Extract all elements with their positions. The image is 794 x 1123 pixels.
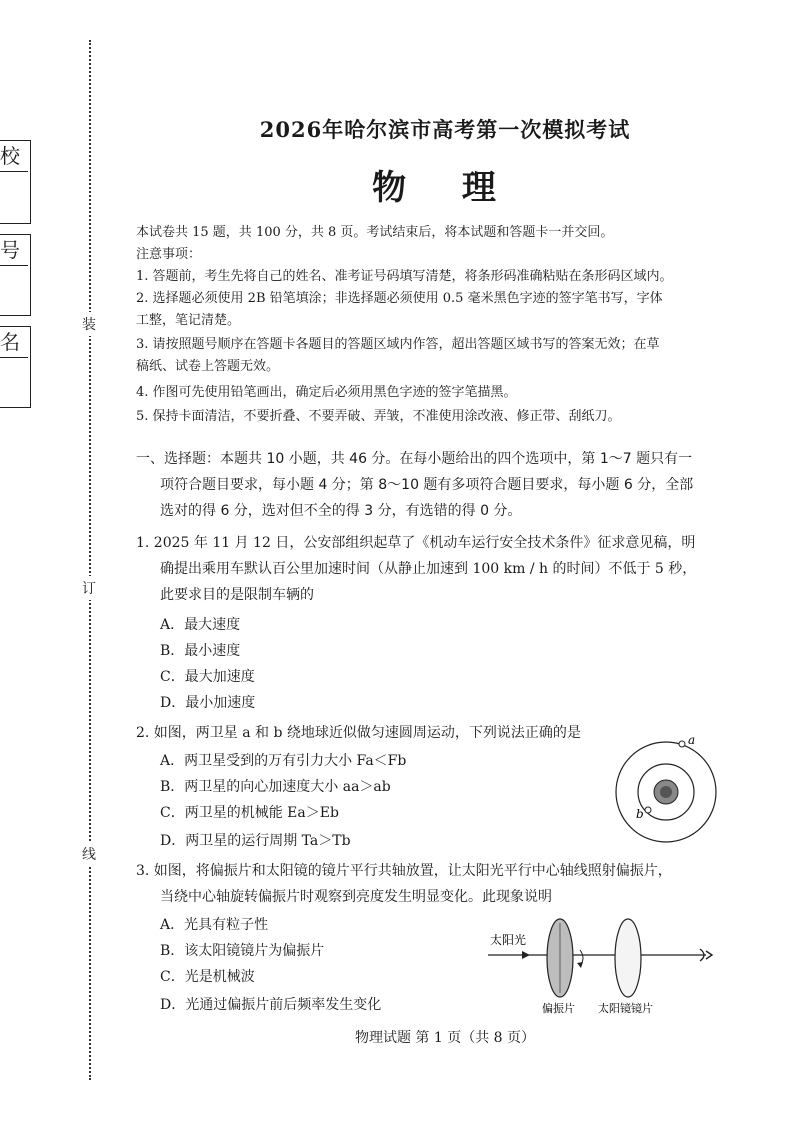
school-field [0, 140, 31, 224]
notice-item: 3. 请按照题号顺序在答题卡各题目的答题区域内作答，超出答题区域书写的答案无效；在草 [136, 337, 660, 352]
question-3-option-c: C．光是机械波 [160, 969, 255, 985]
question-3-stem: 3. 如图，将偏振片和太阳镜的镜片平行共轴放置，让太阳光平行中心轴线照射偏振片， [136, 863, 672, 879]
section-heading-line: 项符合题目要求，每小题 4 分；第 8～10 题有多项符合题目要求，每小题 6 分，全部 [160, 477, 694, 493]
notice-heading: 注意事项： [136, 247, 202, 262]
question-3-option-b: B．该太阳镜镜片为偏振片 [160, 943, 325, 959]
notice-item: 2. 选择题必须使用 2B 铅笔填涂；非选择题必须使用 0.5 毫米黑色字迹的签字笔书写，字体 [136, 291, 663, 306]
question-1-option-d: D．最小加速度 [160, 695, 256, 711]
section-heading-line: 选对的得 6 分，选对但不全的得 3 分，有选错的得 0 分。 [160, 503, 522, 519]
binding-mark-zhuang: 装 [82, 312, 96, 336]
polarizer-label: 偏振片 [542, 1002, 575, 1015]
question-3-option-a: A．光具有粒子性 [160, 917, 269, 933]
subject-title: 物 理 [372, 168, 518, 208]
page-footer: 物理试题 第 1 页（共 8 页） [354, 1030, 536, 1046]
sunglass-lens-icon [615, 919, 641, 997]
rotation-arrowhead-icon [577, 962, 583, 968]
notice-item: 4. 作图可先使用铅笔画出，确定后必须用黑色字迹的签字笔描黑。 [136, 385, 517, 400]
binding-mark-ding: 订 [82, 576, 96, 600]
name-field [0, 326, 31, 408]
question-3-stem-line: 当绕中心轴旋转偏振片时观察到亮度发生明显变化。此现象说明 [160, 889, 552, 905]
light-arrow-icon [522, 951, 530, 959]
question-1-option-b: B．最小速度 [160, 643, 241, 659]
exam-intro: 本试卷共 15 题，共 100 分，共 8 页。考试结束后，将本试题和答题卡一并交回。 [136, 225, 614, 240]
question-1-stem-line: 此要求目的是限制车辆的 [160, 587, 314, 603]
earth-core [660, 786, 672, 798]
notice-item: 5. 保持卡面清洁，不要折叠、不要弄破、弄皱，不准使用涂改液、修正带、刮纸刀。 [136, 409, 621, 424]
question-2-option-d: D．两卫星的运行周期 Ta＞Tb [160, 833, 351, 849]
exam-number-field [0, 234, 31, 316]
question-3-option-d: D．光通过偏振片前后频率发生变化 [160, 997, 382, 1013]
satellite-b-label: b [636, 807, 644, 821]
orbit-figure [608, 730, 724, 846]
question-1-stem: 1. 2025 年 11 月 12 日，公安部组织起草了《机动车运行安全技术条件》征求意见稿，明 [136, 535, 696, 551]
question-2-stem: 2. 如图，两卫星 a 和 b 绕地球近似做匀速圆周运动，下列说法正确的是 [136, 725, 581, 741]
sunglass-lens-label: 太阳镜镜片 [598, 1002, 653, 1015]
section-heading: 一、选择题：本题共 10 小题，共 46 分。在每小题给出的四个选项中，第 1～7 题只有一 [136, 451, 693, 467]
satellite-a-icon [679, 741, 685, 747]
question-1-stem-line: 确提出乘用车默认百公里加速时间（从静止加速到 100 km / h 的时间）不低于 5 秒， [160, 561, 697, 577]
satellite-b-icon [645, 807, 651, 813]
notice-item: 1. 答题前，考生先将自己的姓名、准考证号码填写清楚，将条形码准确粘贴在条形码区域内。 [136, 269, 673, 284]
notice-item: 稿纸、试卷上答题无效。 [136, 359, 280, 374]
name-label: 名 [0, 327, 28, 358]
question-2-option-a: A．两卫星受到的万有引力大小 Fa＜Fb [160, 753, 407, 769]
question-2-option-b: B．两卫星的向心加速度大小 aa＞ab [160, 779, 391, 795]
exam-number-label: 号 [0, 235, 28, 266]
binding-mark-xian: 线 [82, 842, 96, 866]
polarizer-figure [486, 918, 720, 1018]
question-1-option-c: C．最大加速度 [160, 669, 255, 685]
exam-title: 2026年哈尔滨市高考第一次模拟考试 [259, 117, 631, 142]
satellite-a-label: a [688, 733, 696, 747]
school-label: 校 [0, 141, 28, 172]
question-2-option-c: C．两卫星的机械能 Ea＞Eb [160, 805, 339, 821]
notice-item: 工整，笔记清楚。 [136, 313, 241, 328]
sunlight-label: 太阳光 [490, 933, 527, 947]
binding-dotted-line [89, 40, 91, 1080]
question-1-option-a: A．最大速度 [160, 617, 241, 633]
